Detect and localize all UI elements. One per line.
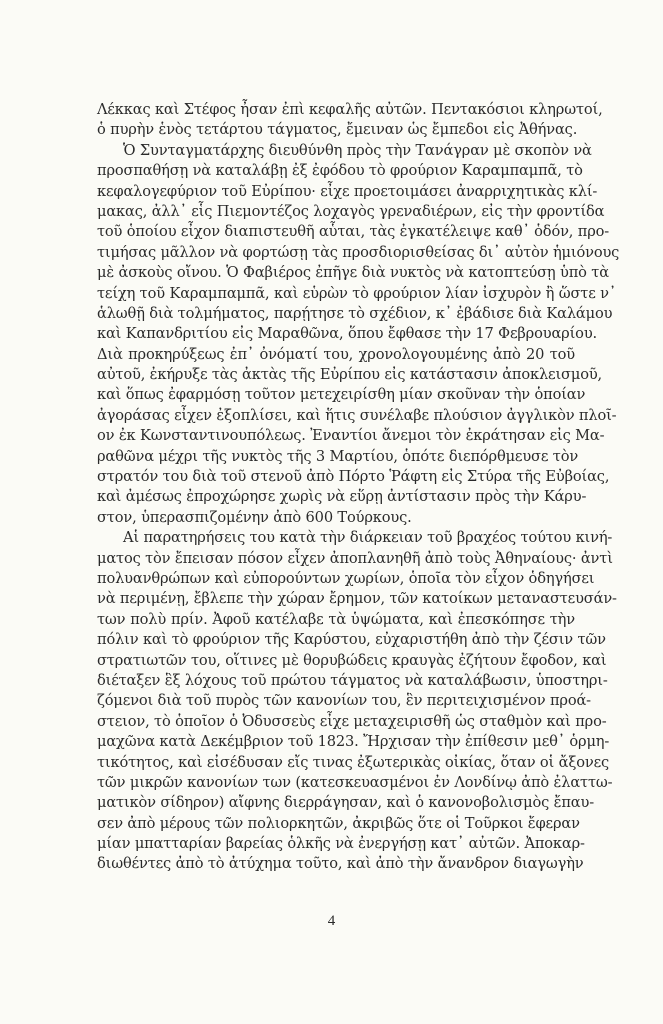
text-line: πόλιν καὶ τὸ φρούριον τῆς Καρύστου, εὐχαριστήθη ἀπὸ τὴν ζέσιν τῶν bbox=[97, 631, 606, 649]
text-line: τοῦ ὁποίου εἶχον διαπιστευθῆ αὗται, τὰς ἐγκατέλειψε καθ᾽ ὁδόν, προ- bbox=[97, 223, 610, 241]
paragraph bbox=[97, 528, 617, 875]
text-line: ὁ πυρὴν ἑνὸς τετάρτου τάγματος, ἔμειναν ὡς ἔμπεδοι εἰς Ἀθήνας. bbox=[97, 121, 578, 139]
text-line: τικότητος, καὶ εἰσέδυσαν εἴς τινας ἐξωτερικὰς οἰκίας, ὅταν οἱ ἄξονες bbox=[97, 753, 609, 771]
text-line: μακας, ἀλλ᾽ εἷς Πιεμοντέζος λοχαγὸς γρεναδιέρων, εἰς τὴν φροντίδα bbox=[97, 202, 605, 220]
text-line: καὶ ἀμέσως ἐπροχώρησε χωρὶς νὰ εὕρῃ ἀντίστασιν πρὸς τὴν Κάρυ- bbox=[97, 488, 587, 506]
text-line: διωθέντες ἀπὸ τὸ ἀτύχημα τοῦτο, καὶ ἀπὸ τὴν ἄνανδρον διαγωγὴν bbox=[97, 855, 584, 873]
text-line: καὶ Καπανδριτίου εἰς Μαραθῶνα, ὅπου ἔφθασε τὴν 17 Φεβρουαρίου. bbox=[97, 325, 598, 343]
text-line: τῶν μικρῶν κανονίων των (κατεσκευασμένοι ἐν Λονδίνῳ ἀπὸ ἐλαττω- bbox=[97, 773, 613, 791]
text-line: Αἱ παρατηρήσεις του κατὰ τὴν διάρκειαν τοῦ βραχέος τούτου κινή- bbox=[123, 529, 613, 547]
paragraph bbox=[97, 141, 620, 528]
text-line: στρατιωτῶν του, οἵτινες μὲ θορυβώδεις κραυγὰς ἐζήτουν ἔφοδον, καὶ bbox=[97, 651, 607, 669]
text-line: ἀγοράσας εἶχεν ἐξοπλίσει, καὶ ἥτις συνέλαβε πλούσιον ἀγγλικὸν πλοῖ- bbox=[97, 406, 617, 424]
text-line: Διὰ προκηρύξεως ἐπ᾽ ὀνόματί του, χρονολογουμένης ἀπὸ 20 τοῦ bbox=[97, 345, 575, 363]
text-line: ἁλωθῇ διὰ τολμήματος, παρῄτησε τὸ σχέδιον, κ᾽ ἐβάδισε διὰ Καλάμου bbox=[97, 304, 613, 322]
text-line: στειον, τὸ ὁποῖον ὁ Ὀδυσσεὺς εἶχε μεταχειρισθῆ ὡς σταθμὸν καὶ προ- bbox=[97, 712, 607, 730]
text-line: στον, ὑπερασπιζομένην ἀπὸ 600 Τούρκους. bbox=[97, 508, 412, 526]
page-body bbox=[97, 100, 620, 875]
text-line: κεφαλογεφύριον τοῦ Εὐρίπου· εἶχε προετοιμάσει ἀναρριχητικὰς κλί- bbox=[97, 182, 598, 200]
paragraph bbox=[97, 100, 603, 141]
text-line: Ὁ Συνταγματάρχης διευθύνθη πρὸς τὴν Τανάγραν μὲ σκοπὸν νὰ bbox=[123, 141, 592, 159]
text-line: τείχη τοῦ Καραμπαμπᾶ, καὶ εὑρὼν τὸ φρούριον λίαν ἰσχυρὸν ἢ ὥστε ν᾽ bbox=[97, 284, 616, 302]
text-line: ματικὸν σίδηρον) αἴφνης διερράγησαν, καὶ ὁ κανονοβολισμὸς ἔπαυ- bbox=[97, 794, 594, 812]
text-line: προσπαθήσῃ νὰ καταλάβῃ ἐξ ἐφόδου τὸ φρούριον Καραμπαμπᾶ, τὸ bbox=[97, 162, 583, 180]
text-line: καὶ ὅπως ἐφαρμόσῃ τοῦτον μετεχειρίσθη μίαν σκοῦναν τὴν ὁποίαν bbox=[97, 386, 586, 404]
text-line: νὰ περιμένῃ, ἔβλεπε τὴν χώραν ἔρημον, τῶν κατοίκων μεταναστευσάν- bbox=[97, 590, 617, 608]
text-line: στρατόν του διὰ τοῦ στενοῦ ἀπὸ Πόρτο Ῥάφτη εἰς Στύρα τῆς Εὐβοίας, bbox=[97, 468, 610, 486]
text-line: ον ἐκ Κωνσταντινουπόλεως. Ἐναντίοι ἄνεμοι τὸν ἐκράτησαν εἰς Μα- bbox=[97, 427, 605, 445]
text-line: μὲ ἀσκοὺς οἴνου. Ὁ Φαβιέρος ἐπῆγε διὰ νυκτὸς νὰ κατοπτεύσῃ ὑπὸ τὰ bbox=[97, 264, 609, 282]
text-line: ραθῶνα μέχρι τῆς νυκτὸς τῆς 3 Μαρτίου, ὁπότε διεπόρθμευσε τὸν bbox=[97, 447, 579, 465]
text-line: ματος τὸν ἔπεισαν πόσον εἶχεν ἀποπλανηθῆ ἀπὸ τοὺς Ἀθηναίους· ἀντὶ bbox=[97, 549, 613, 567]
text-line: ζόμενοι διὰ τοῦ πυρὸς τῶν κανονίων του, ἓν περιτειχισμένον προά- bbox=[97, 692, 591, 710]
text-line: πολυανθρώπων καὶ εὐπορούντων χωρίων, ὁποῖα τὸν εἶχον ὁδηγήσει bbox=[97, 569, 595, 587]
text-line: αὐτοῦ, ἐκήρυξε τὰς ἀκτὰς τῆς Εὐρίπου εἰς κατάστασιν ἀποκλεισμοῦ, bbox=[97, 366, 603, 384]
text-line: μαχῶνα κατὰ Δεκέμβριον τοῦ 1823. Ἤρχισαν τὴν ἐπίθεσιν μεθ᾽ ὁρμη- bbox=[97, 733, 610, 751]
text-line: σεν ἀπὸ μέρους τῶν πολιορκητῶν, ἀκριβῶς ὅτε οἱ Τοῦρκοι ἔφεραν bbox=[97, 814, 580, 832]
text-line: των πολὺ πρίν. Ἀφοῦ κατέλαβε τὰ ὑψώματα, καὶ ἐπεσκόπησε τὴν bbox=[97, 610, 575, 628]
text-line: τιμήσας μᾶλλον νὰ φορτώσῃ τὰς προσδιορισθείσας δι᾽ αὐτὸν ἡμιόνους bbox=[97, 243, 620, 261]
text-line: μίαν μπατταρίαν βαρείας ὁλκῆς νὰ ἐνεργήσῃ κατ᾽ αὐτῶν. Ἀποκαρ- bbox=[97, 835, 585, 853]
text-line: Λέκκας καὶ Στέφος ἦσαν ἐπὶ κεφαλῆς αὐτῶν. Πεντακόσιοι κληρωτοί, bbox=[97, 101, 603, 118]
page-number: 4 bbox=[327, 913, 336, 929]
text-line: διέταξεν ἓξ λόχους τοῦ πρώτου τάγματος νὰ καταλάβωσιν, ὑποστηρι- bbox=[97, 671, 608, 689]
